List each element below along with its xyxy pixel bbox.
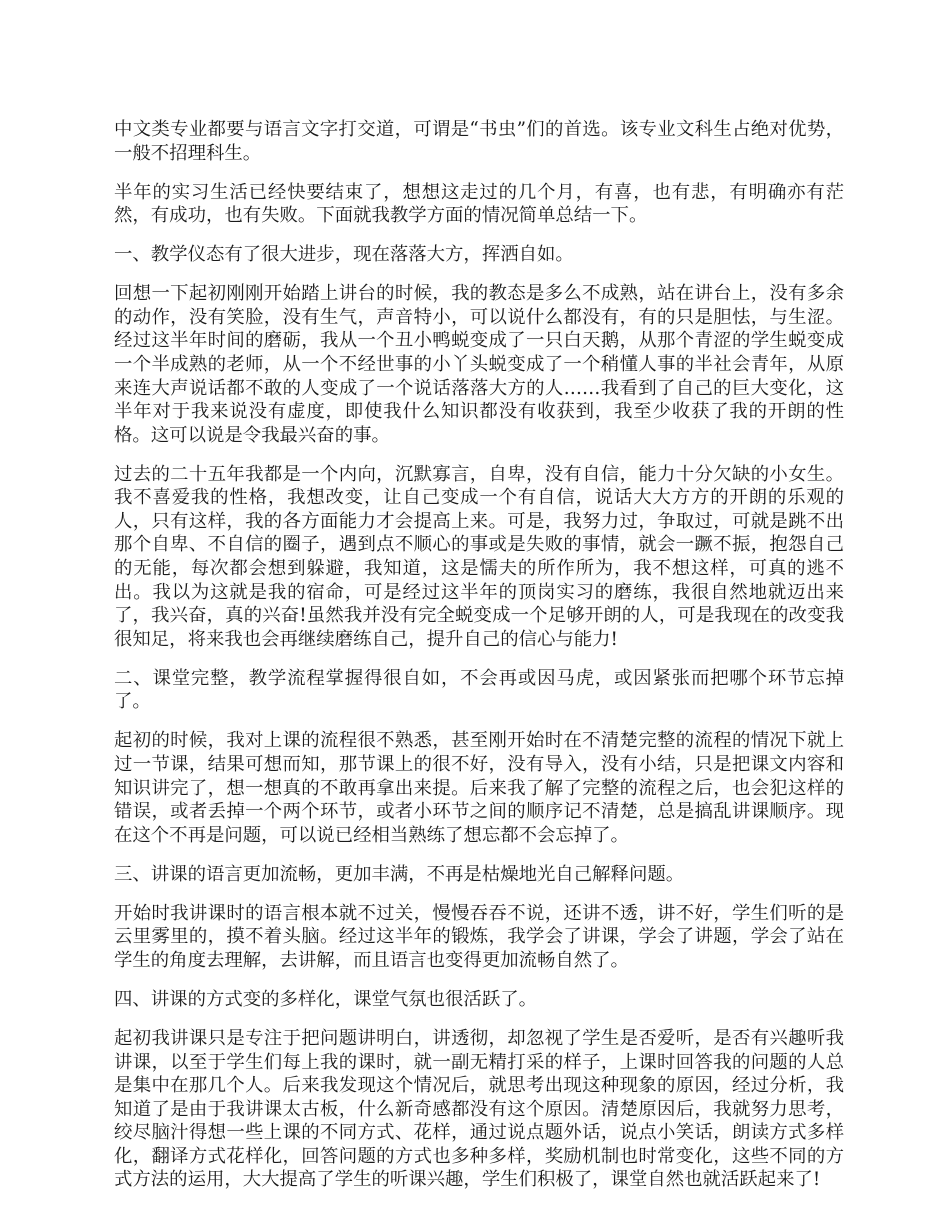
document-body [114, 118, 844, 1207]
section-heading-3: 三、讲课的语言更加流畅，更加丰满，不再是枯燥地光自己解释问题。 [114, 863, 685, 885]
paragraph-overview: 半年的实习生活已经快要结束了，想想这走过的几个月，有喜，也有悲，有明确亦有茫然，有成功，也有失败。下面就我教学方面的情况简单总结一下。 [114, 181, 844, 227]
paragraph-teaching-methods: 起初我讲课只是专注于把问题讲明白，讲透彻，却忽视了学生是否爱听，是否有兴趣听我讲课，以至于学生们每上我的课时，就一副无精打采的样子，上课时回答我的问题的人总是集中在那几个人。后来我发现这个情况后，就思考出现这种现象的原因，经过分析，我知道了是由于我讲课太古板，什么新奇感都没有这个原因。清楚原因后，我就努力思考，绞尽脑汁得想一些上课的不同方式、花样，通过说点题外话，说点小笑话，朗读方式多样化，翻译方式花样化，回答问题的方式也多种多样，奖励机制也时常变化，这些不同的方式方法的运用，大大提高了学生的听课兴趣，学生们积极了，课堂自然也就活跃起来了! [114, 1027, 844, 1191]
paragraph-personality: 过去的二十五年我都是一个内向，沉默寡言，自卑，没有自信，能力十分欠缺的小女生。我不喜爱我的性格，我想改变，让自己变成一个有自信，说话大大方方的开朗的乐观的人，只有这样，我的各方面能力才会提高上来。可是，我努力过，争取过，可就是跳不出那个自卑、不自信的圈子，遇到点不顺心的事或是失败的事情，就会一蹶不振，抱怨自己的无能，每次都会想到躲避，我知道，这是懦夫的所作所为，我不想这样，可真的逃不出。我以为这就是我的宿命，可是经过这半年的顶岗实习的磨练，我很自然地就迈出来了，我兴奋，真的兴奋!虽然我并没有完全蜕变成一个足够开朗的人，可是我现在的改变我很知足，将来我也会再继续磨练自己，提升自己的信心与能力! [114, 463, 844, 650]
section-heading-2: 二、课堂完整，教学流程掌握得很自如，不会再或因马虎，或因紧张而把哪个环节忘掉了。 [114, 667, 844, 713]
paragraph-class-flow: 起初的时候，我对上课的流程很不熟悉，甚至刚开始时在不清楚完整的流程的情况下就上过一节课，结果可想而知，那节课上的很不好，没有导入，没有小结，只是把课文内容和知识讲完了，想一想真的不敢再拿出来提。后来我了解了完整的流程之后，也会犯这样的错误，或者丢掉一个两个环节，或者小环节之间的顺序记不清楚，总是搞乱讲课顺序。现在这个不再是问题，可以说已经相当熟练了想忘都不会忘掉了。 [114, 730, 844, 846]
paragraph-intro: 中文类专业都要与语言文字打交道，可谓是“书虫”们的首选。该专业文科生占绝对优势，一般不招理科生。 [114, 119, 844, 164]
paragraph-language: 开始时我讲课时的语言根本就不过关，慢慢吞吞不说，还讲不透，讲不好，学生们听的是云里雾里的，摸不着头脑。经过这半年的锻炼，我学会了讲课，学会了讲题，学会了站在学生的角度去理解，去讲解，而且语言也变得更加流畅自然了。 [114, 902, 844, 971]
section-heading-4: 四、讲课的方式变的多样化，课堂气氛也很活跃了。 [114, 988, 537, 1010]
section-heading-1: 一、教学仪态有了很大进步，现在落落大方，挥洒自如。 [114, 244, 574, 266]
paragraph-teaching-manner: 回想一下起初刚刚开始踏上讲台的时候，我的教态是多么不成熟，站在讲台上，没有多余的动作，没有笑脸，没有生气，声音特小，可以说什么都没有，有的只是胆怯，与生涩。经过这半年时间的磨砺，我从一个丑小鸭蜕变成了一只白天鹅，从那个青涩的学生蜕变成一个半成熟的老师，从一个不经世事的小丫头蜕变成了一个稍懂人事的半社会青年，从原来连大声说话都不敢的人变成了一个说话落落大方的人……我看到了自己的巨大变化，这半年对于我来说没有虚度，即使我什么知识都没有收获到，我至少收获了我的开朗的性格。这可以说是令我最兴奋的事。 [114, 283, 844, 446]
